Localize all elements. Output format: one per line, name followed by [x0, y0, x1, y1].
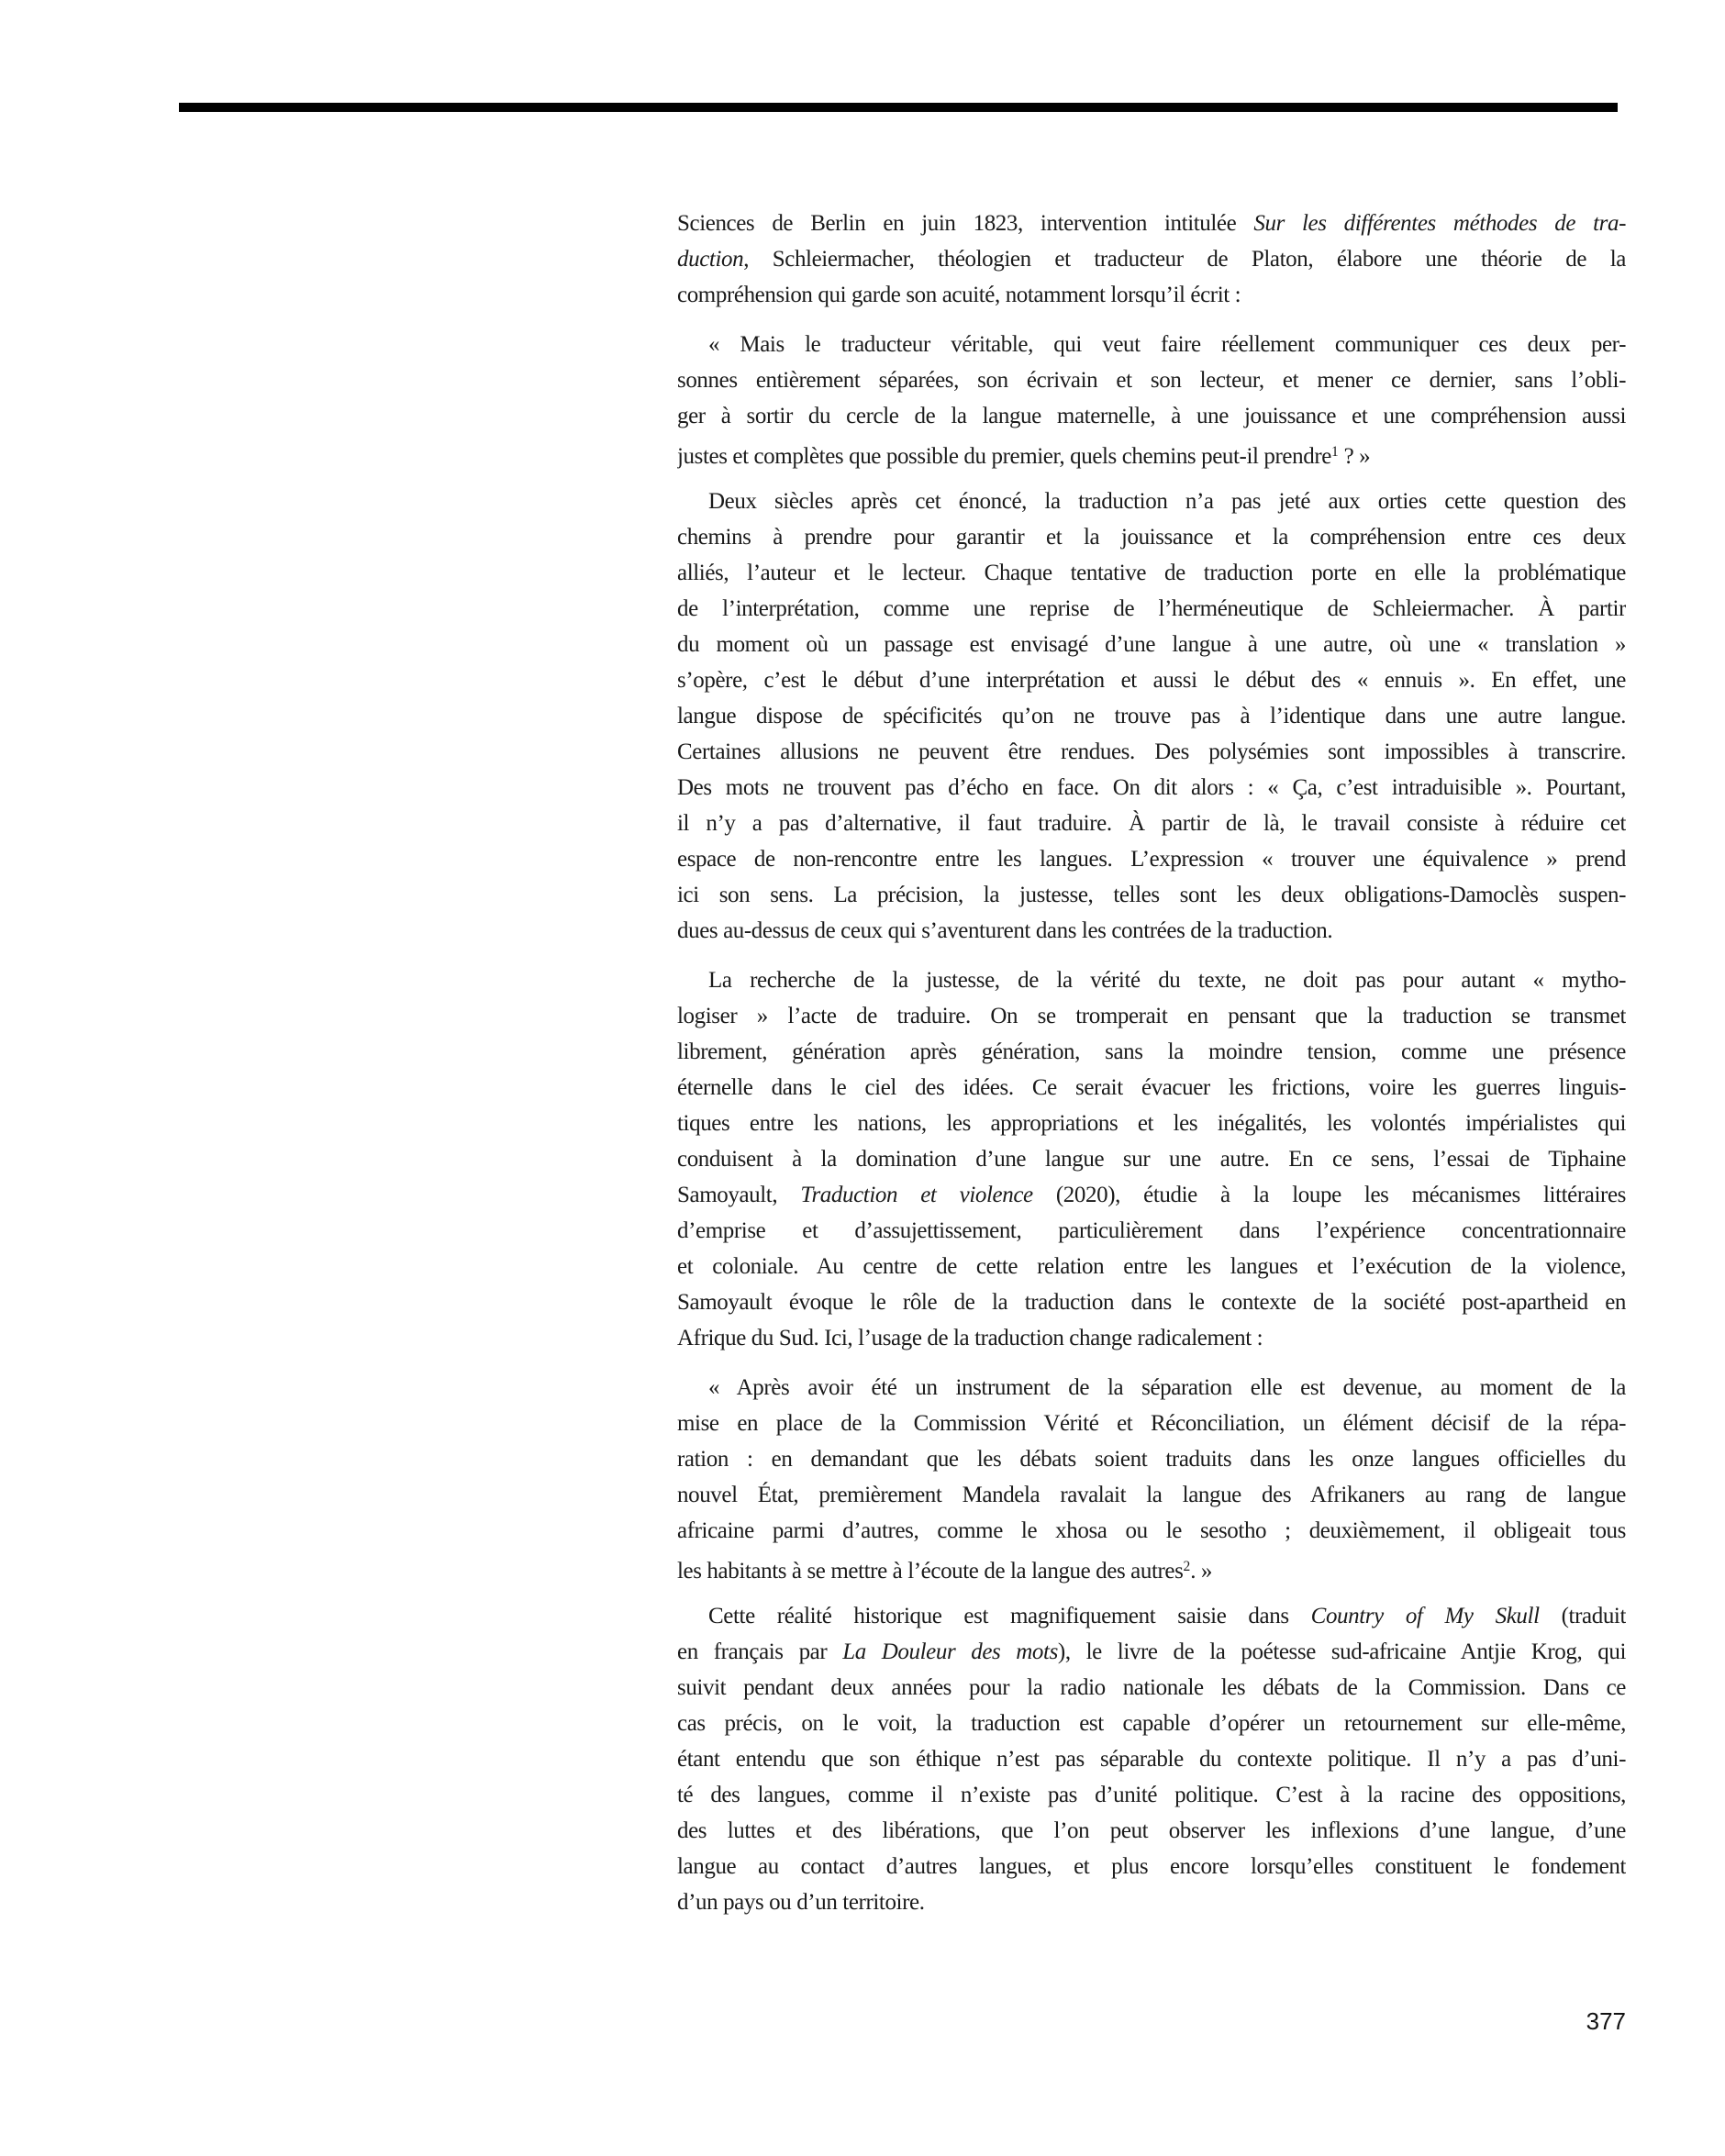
blockquote — [677, 1370, 1626, 1584]
text-line: du moment où un passage est envisagé d’une langue à une autre, où une « translation » — [677, 632, 1626, 657]
paragraph — [677, 962, 1626, 1356]
text-line: justes et complètes que possible du premier, quels chemins peut-il prendre$^1$ ? » — [677, 443, 1371, 469]
text-line: d’emprise et d’assujettissement, particulièrement dans l’expérience concentrationnaire — [677, 1218, 1626, 1243]
text-line: Samoyault évoque le rôle de la traduction dans le contexte de la société post-apartheid en — [677, 1290, 1626, 1315]
text-line: d’un pays ou d’un territoire. — [677, 1890, 925, 1915]
text-line: « Mais le traducteur véritable, qui veut faire réellement communiquer ces deux per- — [708, 332, 1626, 357]
text-line: suivit pendant deux années pour la radio nationale les débats de la Commission. Dans ce — [677, 1675, 1626, 1700]
text-line: éternelle dans le ciel des idées. Ce serait évacuer les frictions, voire les guerres linguis- — [677, 1075, 1626, 1100]
text-line: dues au-dessus de ceux qui s’aventurent dans les contrées de la traduction. — [677, 918, 1333, 943]
text-line: Samoyault, Traduction et violence (2020), étudie à la loupe les mécanismes littéraires — [677, 1183, 1626, 1207]
text-line: s’opère, c’est le début d’une interprétation et aussi le début des « ennuis ». En effet, une — [677, 668, 1626, 693]
text-line: ici son sens. La précision, la justesse, telles sont les deux obligations-Damoclès suspen- — [677, 883, 1626, 907]
text-line: des luttes et des libérations, que l’on peut observer les inflexions d’une langue, d’une — [677, 1818, 1626, 1843]
text-line: cas précis, on le voit, la traduction est capable d’opérer un retournement sur elle-même, — [677, 1711, 1626, 1736]
page-number: 377 — [1586, 2007, 1626, 2035]
text-line: alliés, l’auteur et le lecteur. Chaque tentative de traduction porte en elle la problématique — [677, 561, 1626, 585]
text-line: La recherche de la justesse, de la vérité du texte, ne doit pas pour autant « mytho- — [708, 968, 1626, 993]
text-line: espace de non-rencontre entre les langues. L’expression « trouver une équivalence » prend — [677, 847, 1626, 872]
text-line: tiques entre les nations, les appropriations et les inégalités, les volontés impérialistes qui — [677, 1111, 1626, 1136]
paragraph — [677, 483, 1626, 949]
body-text — [677, 206, 1626, 1920]
text-line: logiser » l’acte de traduire. On se tromperait en pensant que la traduction se transmet — [677, 1004, 1626, 1028]
blockquote — [677, 327, 1626, 470]
text-line: il n’y a pas d’alternative, il faut traduire. À partir de là, le travail consiste à réduire cet — [677, 811, 1626, 836]
text-line: langue au contact d’autres langues, et plus encore lorsqu’elles constituent le fondement — [677, 1854, 1626, 1879]
text-line: Sciences de Berlin en juin 1823, intervention intitulée Sur les différentes méthodes de tra- — [677, 211, 1626, 236]
text-line: chemins à prendre pour garantir et la jouissance et la compréhension entre ces deux — [677, 525, 1626, 550]
header-rule — [179, 103, 1618, 112]
text-line: Cette réalité historique est magnifiquement saisie dans Country of My Skull (traduit — [708, 1604, 1626, 1628]
text-line: africaine parmi d’autres, comme le xhosa ou le sesotho ; deuxièmement, il obligeait tous — [677, 1518, 1626, 1543]
text-line: nouvel État, premièrement Mandela ravalait la langue des Afrikaners au rang de langue — [677, 1483, 1626, 1507]
text-line: Certaines allusions ne peuvent être rendues. Des polysémies sont impossibles à transcrire. — [677, 739, 1626, 764]
paragraph — [677, 1598, 1626, 1920]
text-line: ration : en demandant que les débats soient traduits dans les onze langues officielles du — [677, 1447, 1626, 1472]
text-line: té des langues, comme il n’existe pas d’unité politique. C’est à la racine des oppositions, — [677, 1783, 1626, 1807]
text-line: et coloniale. Au centre de cette relation entre les langues et l’exécution de la violence, — [677, 1254, 1626, 1279]
paragraph — [677, 206, 1626, 313]
text-line: librement, génération après génération, sans la moindre tension, comme une présence — [677, 1039, 1626, 1064]
text-line: langue dispose de spécificités qu’on ne trouve pas à l’identique dans une autre langue. — [677, 704, 1626, 728]
text-line: les habitants à se mettre à l’écoute de la langue des autres$^2$. » — [677, 1558, 1213, 1584]
text-line: compréhension qui garde son acuité, notamment lorsqu’il écrit : — [677, 283, 1241, 307]
text-line: ger à sortir du cercle de la langue maternelle, à une jouissance et une compréhension aussi — [677, 404, 1626, 428]
footnote-reference: 1 — [1330, 444, 1339, 460]
text-line: Afrique du Sud. Ici, l’usage de la traduction change radicalement : — [677, 1326, 1263, 1350]
text-line: mise en place de la Commission Vérité et Réconciliation, un élément décisif de la répa- — [677, 1411, 1626, 1436]
text-line: en français par La Douleur des mots), le livre de la poétesse sud-africaine Antjie Krog, qui — [677, 1639, 1626, 1664]
text-line: conduisent à la domination d’une langue sur une autre. En ce sens, l’essai de Tiphaine — [677, 1147, 1626, 1172]
text-line: de l’interprétation, comme une reprise de l’herméneutique de Schleiermacher. À partir — [677, 596, 1626, 621]
text-line: étant entendu que son éthique n’est pas séparable du contexte politique. Il n’y a pas d’uni- — [677, 1747, 1626, 1772]
text-line: Des mots ne trouvent pas d’écho en face. On dit alors : « Ça, c’est intraduisible ». Pourtant, — [677, 775, 1626, 800]
text-line: duction, Schleiermacher, théologien et traducteur de Platon, élabore une théorie de la — [677, 247, 1626, 272]
text-line: sonnes entièrement séparées, son écrivain et son lecteur, et mener ce dernier, sans l’obli- — [677, 368, 1626, 393]
footnote-reference: 2 — [1183, 1559, 1191, 1574]
text-line: Deux siècles après cet énoncé, la traduction n’a pas jeté aux orties cette question des — [708, 489, 1626, 514]
text-line: « Après avoir été un instrument de la séparation elle est devenue, au moment de la — [708, 1375, 1626, 1400]
